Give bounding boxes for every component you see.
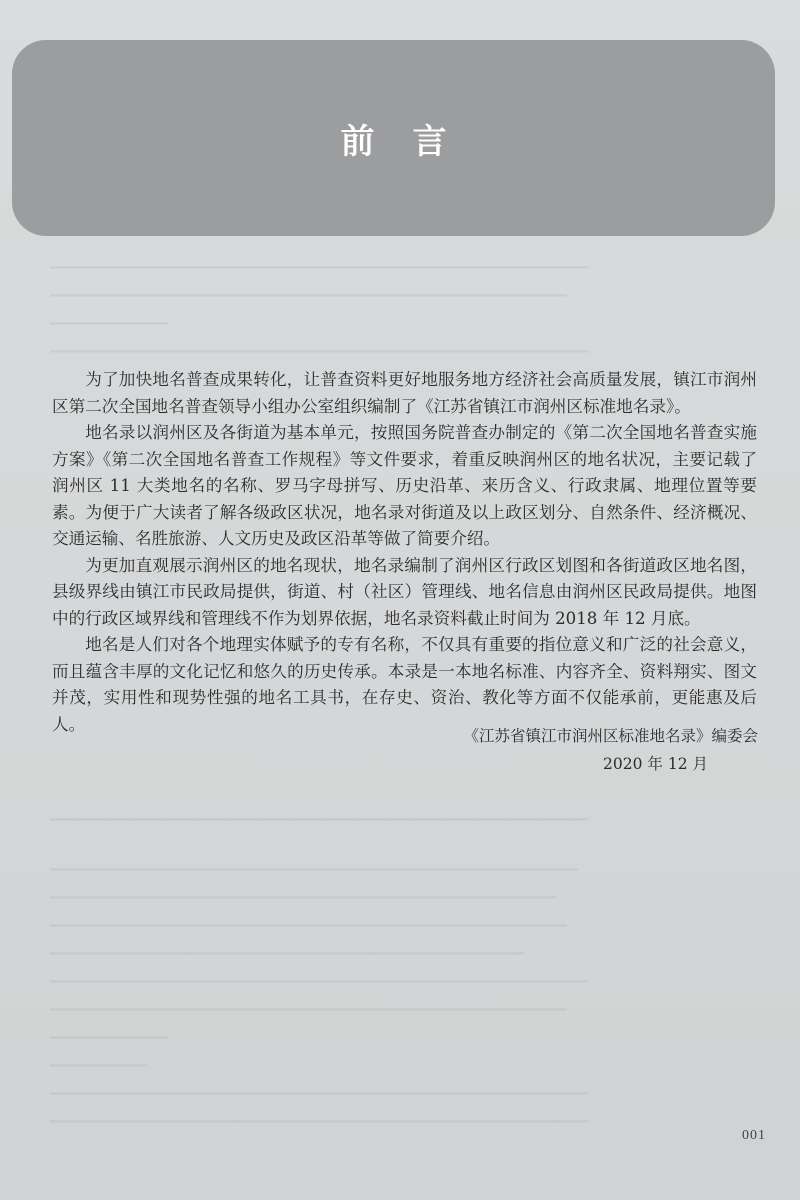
page-number: 001 <box>742 1128 766 1143</box>
bleed-through-texture: ▁▁▁▁▁▁▁▁▁▁▁▁▁▁▁▁▁▁▁▁▁▁▁▁▁▁▁▁▁▁▁▁▁▁▁▁▁▁▁▁▁▁▁▁▁▁▁▁ <box>50 911 567 927</box>
bleed-through-texture: ▁▁▁▁▁▁▁▁▁▁▁▁▁▁▁▁▁▁▁▁▁▁▁▁▁▁▁▁▁▁▁▁▁▁▁▁▁▁▁▁▁▁▁▁ <box>50 939 524 955</box>
bleed-through-texture: ▁▁▁▁▁▁▁▁▁▁▁▁▁▁▁▁▁▁▁▁▁▁▁▁▁▁▁▁▁▁▁▁▁▁▁▁▁▁▁▁▁▁▁▁▁▁▁▁ <box>50 995 567 1011</box>
signature-committee: 《江苏省镇江市润州区标准地名录》编委会 <box>463 727 758 745</box>
paragraph-1: 为了加快地名普查成果转化，让普查资料更好地服务地方经济社会高质量发展，镇江市润州区第二次全国地名普查领导小组办公室组织编制了《江苏省镇江市润州区标准地名录》。 <box>52 370 757 416</box>
bleed-through-texture: ▁▁▁▁▁▁▁▁▁▁▁▁▁▁▁▁▁▁▁▁▁▁▁▁▁▁▁▁▁▁▁▁▁▁▁▁▁▁▁▁▁▁▁▁▁▁▁▁▁▁ <box>50 337 589 353</box>
bleed-through-texture: ▁▁▁▁▁▁▁▁▁▁▁▁▁▁▁▁▁▁▁▁▁▁▁▁▁▁▁▁▁▁▁▁▁▁▁▁▁▁▁▁▁▁▁▁▁▁▁▁▁▁ <box>50 1079 589 1095</box>
paragraph-3: 为更加直观展示润州区的地名现状，地名录编制了润州区行政区划图和各街道政区地名图，县级界线由镇江市民政局提供，街道、村（社区）管理线、地名信息由润州区民政局提供。地图中的行政区域界线和管理线不作为划界依据，地名录资料截止时间为 2018 年 12 月底。 <box>52 555 757 628</box>
bleed-through-texture: ▁▁▁▁▁▁▁▁▁▁▁▁▁▁▁▁▁▁▁▁▁▁▁▁▁▁▁▁▁▁▁▁▁▁▁▁▁▁▁▁▁▁▁▁▁▁▁▁▁▁ <box>50 805 589 821</box>
bleed-through-texture: ▁▁▁▁▁▁▁▁▁▁▁▁▁▁▁▁▁▁▁▁▁▁▁▁▁▁▁▁▁▁▁▁▁▁▁▁▁▁▁▁▁▁▁▁▁▁▁ <box>50 883 557 899</box>
bleed-through-texture: ▁▁▁▁▁▁▁▁▁▁▁▁▁▁▁▁▁▁▁▁▁▁▁▁▁▁▁▁▁▁▁▁▁▁▁▁▁▁▁▁▁▁▁▁▁▁▁▁▁▁ <box>50 1107 589 1123</box>
signature-date: 2020 年 12 月 <box>603 755 708 773</box>
bleed-through-texture: ▁▁▁▁▁▁▁▁▁▁▁▁▁▁▁▁▁▁▁▁▁▁▁▁▁▁▁▁▁▁▁▁▁▁▁▁▁▁▁▁▁▁▁▁▁▁▁▁▁▁ <box>50 967 589 983</box>
bleed-through-texture: ▁▁▁▁▁▁▁▁▁ <box>50 1051 147 1067</box>
page-title: 前言 <box>340 121 485 162</box>
bleed-through-texture: ▁▁▁▁▁▁▁▁▁▁▁▁▁▁▁▁▁▁▁▁▁▁▁▁▁▁▁▁▁▁▁▁▁▁▁▁▁▁▁▁▁▁▁▁▁▁▁▁▁▁ <box>50 253 589 269</box>
bleed-through-texture: ▁▁▁▁▁▁▁▁▁▁▁ <box>50 309 169 325</box>
bleed-through-texture: ▁▁▁▁▁▁▁▁▁▁▁▁▁▁▁▁▁▁▁▁▁▁▁▁▁▁▁▁▁▁▁▁▁▁▁▁▁▁▁▁▁▁▁▁▁▁▁▁ <box>50 281 567 297</box>
header-band <box>12 40 775 236</box>
bleed-through-texture: ▁▁▁▁▁▁▁▁▁▁▁ <box>50 1023 169 1039</box>
preface-body <box>52 367 757 738</box>
paragraph-4: 地名是人们对各个地理实体赋予的专有名称，不仅具有重要的指位意义和广泛的社会意义，而且蕴含丰厚的文化记忆和悠久的历史传承。本录是一本地名标准、内容齐全、资料翔实、图文并茂，实用性和现势性强的地名工具书，在存史、资治、教化等方面不仅能承前，更能惠及后人。 <box>52 635 757 734</box>
signature-block <box>463 722 758 778</box>
bleed-through-texture: ▁▁▁▁▁▁▁▁▁▁▁▁▁▁▁▁▁▁▁▁▁▁▁▁▁▁▁▁▁▁▁▁▁▁▁▁▁▁▁▁▁▁▁▁▁▁▁▁▁ <box>50 855 578 871</box>
paragraph-2: 地名录以润州区及各街道为基本单元，按照国务院普查办制定的《第二次全国地名普查实施方案》《第二次全国地名普查工作规程》等文件要求，着重反映润州区的地名状况，主要记载了润州区 11 大类地名的名称、罗马字母拼写、历史沿革、来历含义、行政隶属、地理位置等要素。为便于广大读者了解各级政区状况，地名录对街道及以上政区划分、自然条件、经济概况、交通运输、名胜旅游、人文历史及政区沿革等做了简要介绍。 <box>52 423 757 548</box>
